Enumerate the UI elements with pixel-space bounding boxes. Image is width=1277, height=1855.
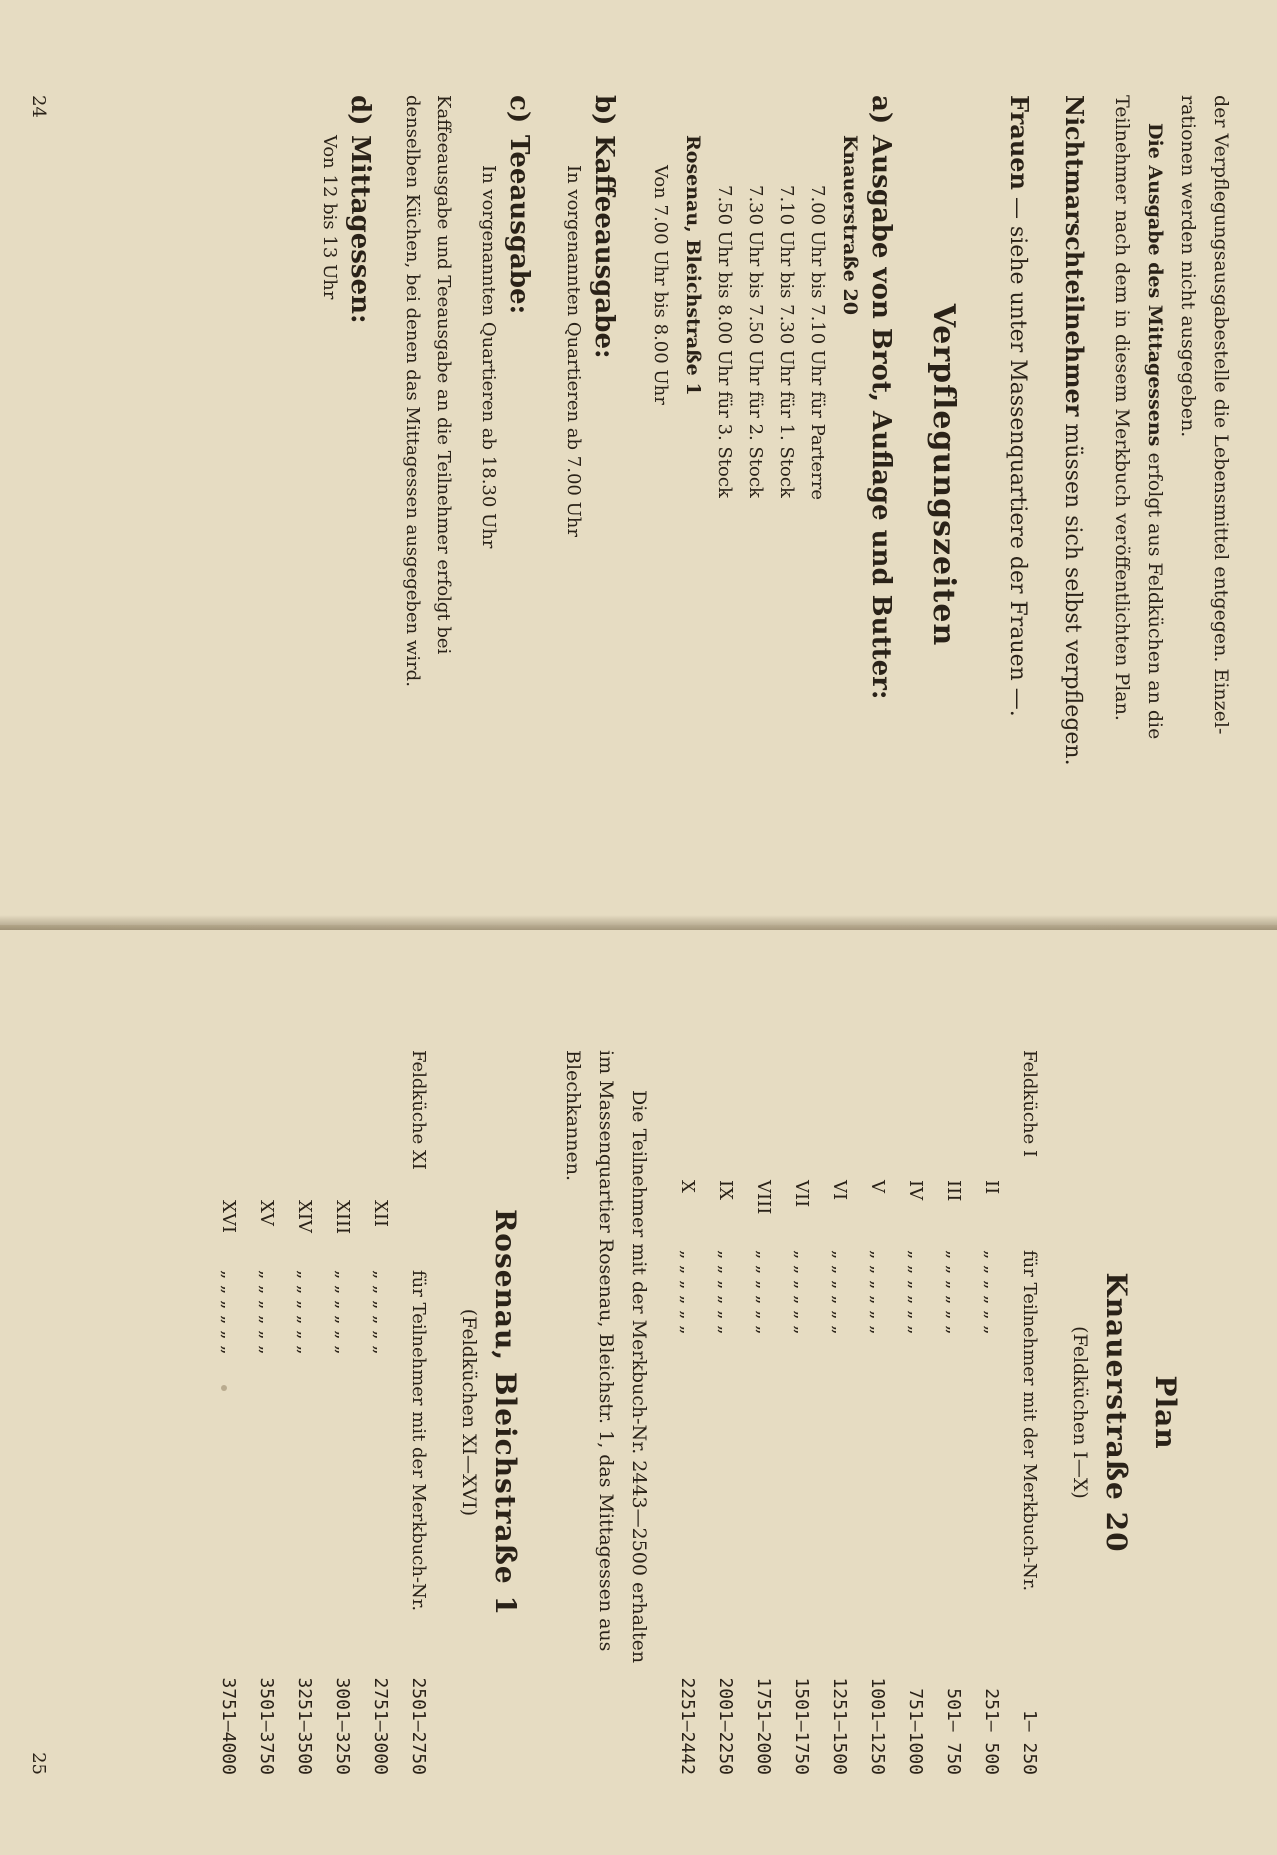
kitchen-text: „ „ „ „ „ „ [256,1270,278,1355]
section-c-note-1: Kaffeeausgabe und Teeausgabe an die Teilnehmer erfolgt bei [433,95,454,655]
nichtmarsch-line [1060,95,1089,855]
knauer-times [709,185,833,855]
kitchen-text: „ „ „ „ „ „ [370,1270,392,1355]
kitchen-roman: XIII [332,1200,354,1235]
section-b-text: In vorgenannten Quartieren ab 7.00 Uhr [563,165,584,537]
frauen-rest: — siehe unter Massenquartiere der Frauen —. [1005,189,1030,717]
ink-speck [221,1385,227,1391]
kitchen-roman: II [981,1180,1003,1195]
kitchen-roman [1011,1180,1049,1250]
kitchen-text: „ „ „ „ „ „ [943,1250,965,1335]
kitchen-roman: XIV [294,1200,316,1233]
kitchen-range: 251— 500 [981,1688,1003,1775]
kitchen-text: „ „ „ „ „ „ [677,1250,699,1335]
mittagessen-note-bold: Die Ausgabe des Mittagessens [1144,123,1166,447]
kitchen-roman: IV [905,1180,927,1201]
rosenau-plan-subtitle: (Feldküchen XI—XVI) [458,1308,480,1517]
table-row [400,1050,438,1775]
table-row [707,1050,745,1775]
section-c-title: Teeausgabe: [504,135,534,315]
kitchen-text: „ „ „ „ „ „ [332,1270,354,1355]
section-b-label: b) [589,95,619,126]
knauer-plan-subtitle: (Feldküchen I—X) [1069,1326,1091,1499]
kitchen-roman: XV [256,1200,278,1226]
kitchen-label [210,1050,248,1200]
page-number-24: 24 [28,95,49,118]
kitchen-text: „ „ „ „ „ „ [981,1250,1003,1335]
kitchen-text: „ „ „ „ „ „ [715,1250,737,1335]
kitchen-label [897,1050,935,1180]
table-row [859,1050,897,1775]
kitchen-range: 1501—1750 [791,1677,813,1775]
mittagessen-note-rest: erfolgt aus Feldküchen an die [1144,446,1166,740]
kitchen-range: 751—1000 [905,1688,927,1775]
table-row [286,1050,324,1775]
section-c-text: In vorgenannten Quartieren ab 18.30 Uhr [478,165,499,549]
nichtmarsch-rest: müssen sich selbst verpflegen. [1060,416,1085,766]
kitchen-roman: XVI [218,1200,240,1233]
table-row [935,1050,973,1775]
page-25 [0,930,1277,1855]
kitchen-text: für Teilnehmer mit der Merkbuch-Nr. [408,1270,430,1612]
kitchen-range: 2751—3000 [370,1677,392,1775]
table-row [324,1050,362,1775]
kitchen-text: für Teilnehmer mit der Merkbuch-Nr. [1019,1250,1041,1592]
kitchen-range: 3001—3250 [332,1677,354,1775]
kitchen-label [362,1050,400,1200]
kitchen-label [935,1050,973,1180]
section-b-heading [589,95,619,855]
section-a-title: Ausgabe von Brot, Auflage und Butter: [866,135,896,700]
intro-line-1: der Verpflegungsausgabestelle die Lebensmittel entgegen. Einzel- [1210,95,1232,735]
knauer-kitchen-table [669,1050,1049,1775]
nichtmarsch-bold: Nichtmarschteilnehmer [1060,95,1089,417]
page-number-25: 25 [28,1752,49,1775]
kitchen-label [707,1050,745,1180]
table-row [248,1050,286,1775]
knauer-note-line-3: Blechkannen. [562,1050,584,1181]
mittagessen-note-line-1 [1138,95,1171,855]
kitchen-label [745,1050,783,1180]
rosenau-time-row: Von 7.00 Uhr bis 8.00 Uhr [650,165,671,405]
kitchen-range: 1— 250 [1019,1709,1041,1775]
kitchen-text: „ „ „ „ „ „ [791,1250,813,1335]
table-row [745,1050,783,1775]
kitchen-label: Feldküche XI [408,1050,430,1170]
knauer-time-row: 7.10 Uhr bis 7.30 Uhr für 1. Stock [776,185,797,498]
knauer-plan-title: Knauerstraße 20 [1100,1272,1133,1553]
kitchen-range: 1751—2000 [753,1677,775,1775]
kitchen-roman: V [867,1180,889,1193]
knauer-note-line-2: im Massenquartier Rosenau, Bleichstr. 1, das Mittagessen aus [595,1050,617,1652]
kitchen-label [248,1050,286,1200]
knauer-title: Knauerstraße 20 [839,135,861,315]
kitchen-range: 3501—3750 [256,1677,278,1775]
kitchen-range: 1001—1250 [867,1677,889,1775]
kitchen-text: „ „ „ „ „ „ [294,1270,316,1355]
kitchen-roman [400,1200,438,1270]
kitchen-roman: XII [370,1200,392,1228]
section-d-label: d) [345,95,375,126]
section-a-label: a) [866,95,896,125]
kitchen-range: 2001—2250 [715,1677,737,1775]
intro-line-2: rationen werden nicht ausgegeben. [1177,95,1199,438]
frauen-bold: Frauen [1005,95,1034,190]
mittagessen-note-line-2: Teilnehmer nach dem in diesem Merkbuch veröffentlichten Plan. [1111,95,1133,721]
table-row [669,1050,707,1775]
section-c-note-2: denselben Küchen, bei denen das Mittagessen ausgegeben wird. [402,95,423,687]
kitchen-text: „ „ „ „ „ „ [218,1270,240,1355]
section-c-label: c) [504,95,534,124]
page-24 [0,0,1277,925]
rosenau-title-left: Rosenau, Bleichstraße 1 [682,135,704,396]
kitchen-label [821,1050,859,1180]
kitchen-roman: IX [715,1180,737,1200]
knauer-note-line-1: Die Teilnehmer mit der Merkbuch-Nr. 2443—2500 erhalten [628,1090,650,1664]
table-row [897,1050,935,1775]
kitchen-label [669,1050,707,1180]
table-row [821,1050,859,1775]
kitchen-label: Feldküche I [1019,1050,1041,1158]
frauen-line [1005,95,1034,855]
section-a-heading [866,95,896,855]
kitchen-label [973,1050,1011,1180]
kitchen-range: 3751—4000 [218,1677,240,1775]
kitchen-label [324,1050,362,1200]
kitchen-roman: III [943,1180,965,1202]
kitchen-text: „ „ „ „ „ „ [829,1250,851,1335]
rosenau-plan-title: Rosenau, Bleichstraße 1 [489,1209,522,1616]
table-row [783,1050,821,1775]
section-b-title: Kaffeeausgabe: [589,135,619,359]
rosenau-kitchen-table [210,1050,438,1775]
kitchen-label [783,1050,821,1180]
section-d-title: Mittagessen: [345,135,375,324]
kitchen-range: 1251—1500 [829,1677,851,1775]
table-row [973,1050,1011,1775]
section-d-text: Von 12 bis 13 Uhr [319,135,340,300]
kitchen-roman: VI [829,1180,851,1201]
kitchen-label [286,1050,324,1200]
kitchen-text: „ „ „ „ „ „ [867,1250,889,1335]
section-c-heading [504,95,534,855]
knauer-time-row: 7.30 Uhr bis 7.50 Uhr für 2. Stock [745,185,766,498]
kitchen-range: 501— 750 [943,1688,965,1775]
kitchen-range: 2251—2442 [677,1677,699,1775]
kitchen-text: „ „ „ „ „ „ [905,1250,927,1335]
plan-title: Plan [1149,1375,1182,1450]
kitchen-roman: VII [791,1180,813,1208]
table-row [1011,1050,1049,1775]
section-title: Verpflegungszeiten [926,303,961,647]
table-row [362,1050,400,1775]
kitchen-text: „ „ „ „ „ „ [753,1250,775,1335]
section-d-heading [345,95,375,855]
knauer-time-row: 7.00 Uhr bis 7.10 Uhr für Parterre [807,185,828,500]
kitchen-roman: X [677,1180,699,1193]
table-row [210,1050,248,1775]
kitchen-range: 2501—2750 [408,1677,430,1775]
kitchen-roman: VIII [753,1180,775,1215]
kitchen-label [859,1050,897,1180]
kitchen-range: 3251—3500 [294,1677,316,1775]
knauer-time-row: 7.50 Uhr bis 8.00 Uhr für 3. Stock [714,185,735,498]
